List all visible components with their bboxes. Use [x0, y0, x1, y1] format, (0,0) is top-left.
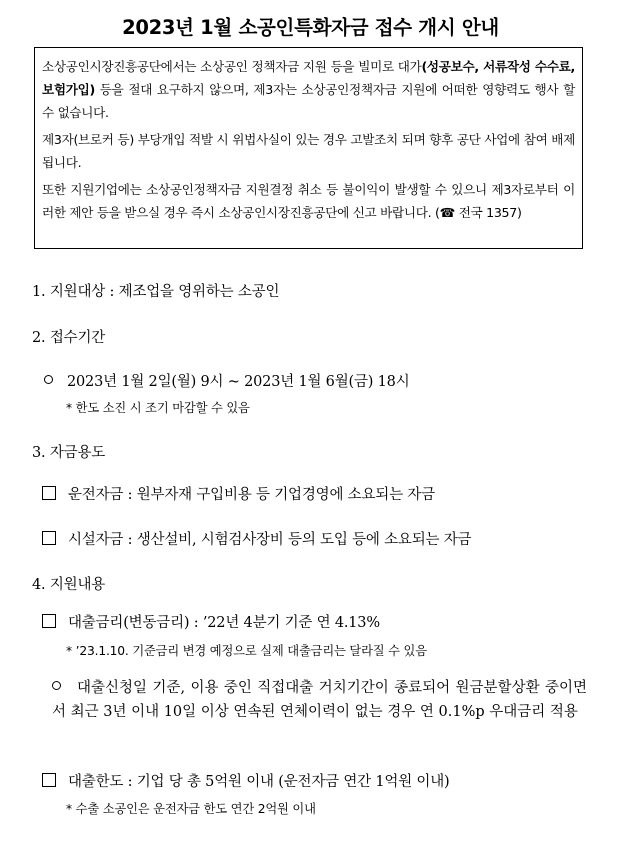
section-1-target: 1. 지원대상 : 제조업을 영위하는 소공인 — [32, 284, 280, 300]
page-title: 2023년 1월 소공인특화자금 접수 개시 안내 — [122, 16, 499, 39]
usage-item-facility: 시설자금 : 생산설비, 시험검사장비 등의 도입 등에 소요되는 자금 — [42, 528, 471, 549]
circle-bullet-icon — [44, 375, 53, 384]
usage-item-operating: 운전자금 : 원부자재 구입비용 등 기업경영에 소요되는 자금 — [42, 483, 435, 504]
checkbox-bullet-icon — [42, 531, 56, 545]
warning-notice-box — [34, 47, 583, 249]
support-item-limit: 대출한도 : 기업 당 총 5억원 이내 (운전자금 연간 1억원 이내) — [42, 770, 450, 791]
section-2-period: 2. 접수기간 — [32, 330, 106, 346]
notice-paragraph-3: 또한 지원기업에는 소상공인정책자금 지원결정 취소 등 불이익이 발생할 수 있으니 제3자로부터 이러한 제안 등을 받으실 경우 즉시 소상공인시장진흥공단에 신고 바랍니다. (☎ 전국 1357) — [42, 182, 575, 220]
checkbox-bullet-icon — [42, 773, 56, 787]
limit-note: * 수출 소공인은 운전자금 한도 연간 2억원 이내 — [66, 802, 316, 816]
period-item: 2023년 1월 2일(월) 9시 ~ 2023년 1월 6월(금) 18시 — [44, 370, 410, 391]
rate-note: * ’23.1.10. 기준금리 변경 예정으로 실제 대출금리는 달라질 수 있음 — [66, 644, 427, 658]
section-3-usage: 3. 자금용도 — [32, 445, 106, 461]
checkbox-bullet-icon — [42, 486, 56, 500]
circle-bullet-icon — [52, 681, 61, 690]
preferential-rate-paragraph: 대출신청일 기준, 이용 중인 직접대출 거치기간이 종료되어 원금분할상환 중이면서 최근 3년 이내 10일 이상 연속된 연체이력이 없는 경우 연 0.1%p 우대금리 적용 — [52, 680, 587, 720]
period-note: * 한도 소진 시 조기 마감할 수 있음 — [66, 401, 250, 415]
checkbox-bullet-icon — [42, 614, 56, 628]
notice-paragraph-2: 제3자(브로커 등) 부당개입 적발 시 위법사실이 있는 경우 고발조치 되며 향후 공단 사업에 참여 배제됩니다. — [42, 132, 575, 170]
support-item-rate: 대출금리(변동금리) : ’22년 4분기 기준 연 4.13% — [42, 611, 380, 632]
notice-paragraph-1: 소상공인시장진흥공단에서는 소상공인 정책자금 지원 등을 빌미로 대가(성공보수, 서류작성 수수료, 보험가입) 등을 절대 요구하지 않으며, 제3자는 소상공인정책자금 지원에 어떠한 영향력도 행사 할 수 없습니다. — [42, 59, 575, 120]
section-4-support: 4. 지원내용 — [32, 577, 106, 593]
